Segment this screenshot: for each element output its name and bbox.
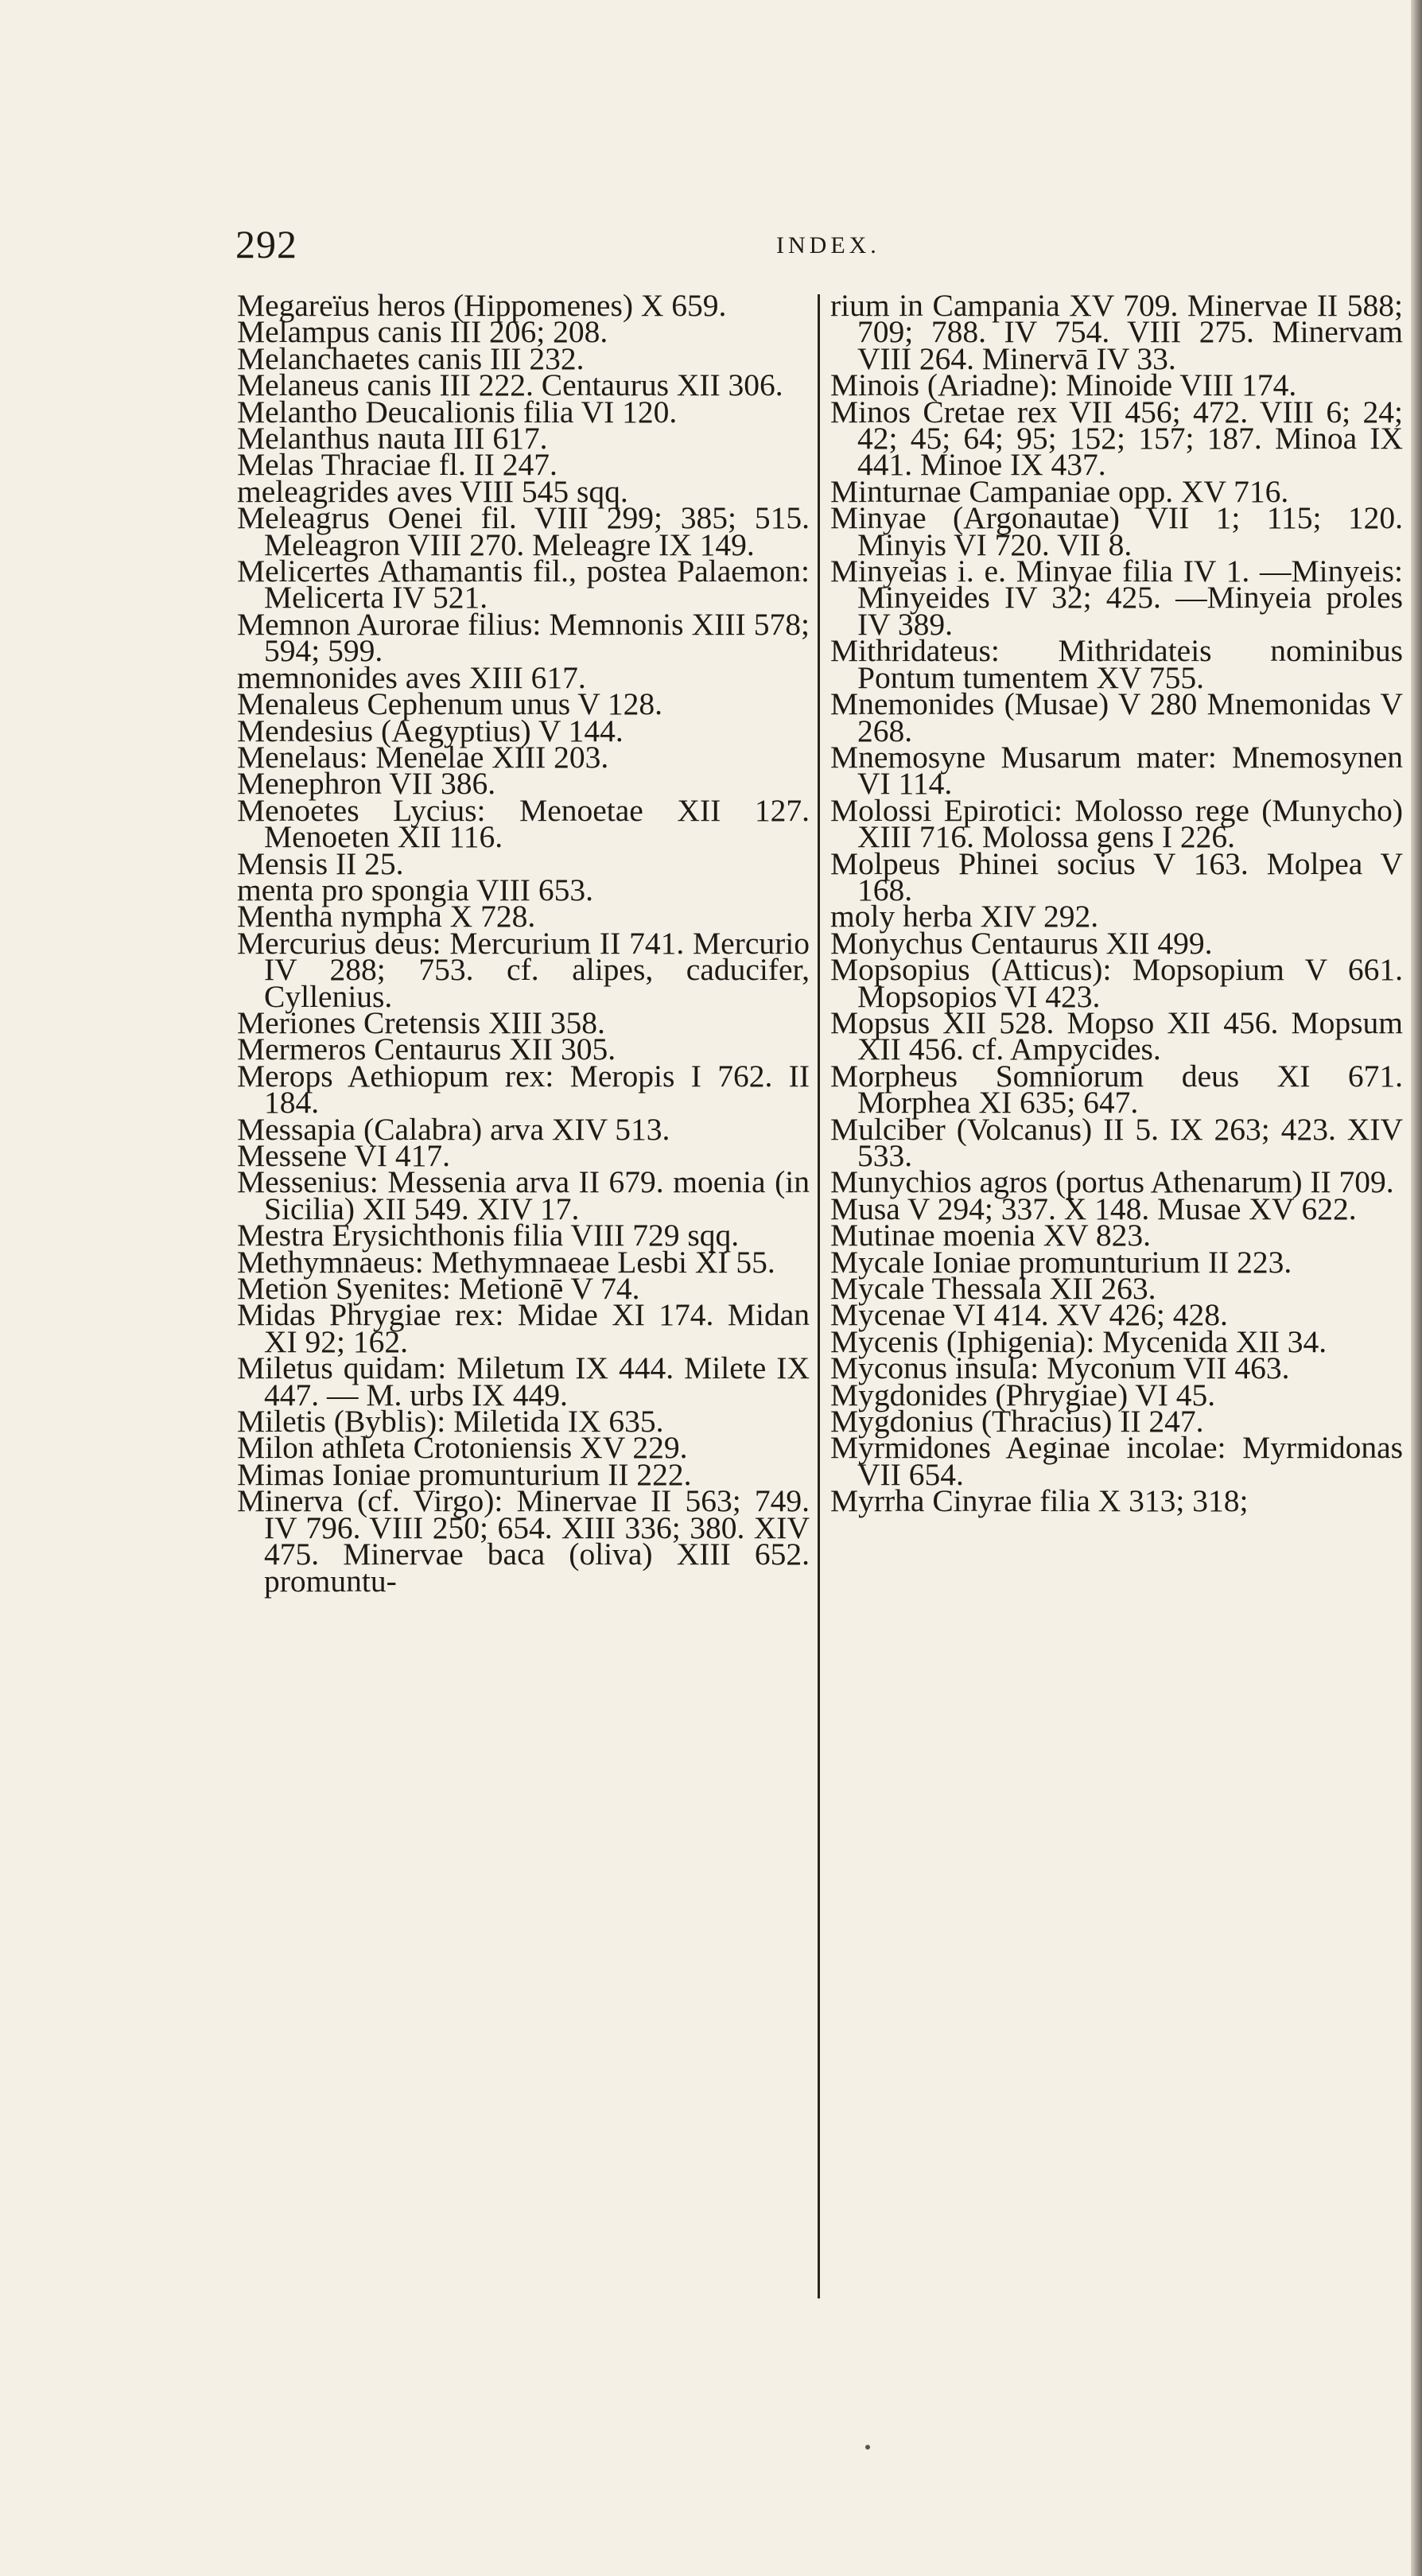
index-entry: Messapia (Calabra) arva XIV 513. (237, 1111, 670, 1147)
index-entry: Mimas Ioniae promunturium II 222. (237, 1456, 692, 1492)
index-entry: Mercurius deus: Mercurium II 741. Mercurio IV 288; 753. cf. alipes, caducifer, Cyllenius. (237, 925, 810, 1014)
index-entry: Mopsopius (Atticus): Mopsopium V 661. Mopsopios VI 423. (830, 952, 1403, 1014)
index-entry: rium in Campania XV 709. Minervae II 588; 709; 788. IV 754. VIII 275. Minervam VIII 264. Minervā IV 33. (830, 288, 1403, 376)
index-entry: Melicertes Athamantis fil., postea Palaemon: Melicerta IV 521. (237, 554, 810, 616)
index-entry: meleagrides aves VIII 545 sqq. (237, 473, 628, 509)
index-entry: Milon athleta Crotoniensis XV 229. (237, 1430, 688, 1466)
index-entry: Methymnaeus: Methymnaeae Lesbi XI 55. (237, 1244, 775, 1280)
index-entry: Melantho Deucalionis filia VI 120. (237, 394, 678, 429)
index-entry: Mygdonius (Thracius) II 247. (830, 1404, 1204, 1440)
index-entry: Melanthus nauta III 617. (237, 421, 548, 457)
index-entry: Mermeros Centaurus XII 305. (237, 1032, 616, 1067)
index-entry: Myrmidones Aeginae incolae: Myrmidonas VII 654. (830, 1430, 1403, 1492)
index-entry: Mestra Erysichthonis filia VIII 729 sqq. (237, 1218, 740, 1253)
index-entry: Monychus Centaurus XII 499. (830, 925, 1213, 961)
index-entry: Molpeus Phinei socius V 163. Molpea V 168. (830, 845, 1403, 907)
index-entry: Mycale Ioniae promunturium II 223. (830, 1244, 1292, 1280)
index-entry: Mulciber (Volcanus) II 5. IX 263; 423. XIV 533. (830, 1111, 1403, 1173)
index-entry: Minos Cretae rex VII 456; 472. VIII 6; 24; 42; 45; 64; 95; 152; 157; 187. Minoa IX 441. Minoe IX 437. (830, 394, 1403, 483)
index-entry: Merops Aethiopum rex: Meropis I 762. II 184. (237, 1058, 810, 1121)
index-entry: Meriones Cretensis XIII 358. (237, 1004, 605, 1040)
index-entry: Minois (Ariadne): Minoide VIII 174. (830, 367, 1297, 403)
index-entry: Miletis (Byblis): Miletida IX 635. (237, 1404, 664, 1440)
index-entry: Megareïus heros (Hippomenes) X 659. (237, 288, 727, 323)
page-number: 292 (235, 222, 297, 266)
index-entry: Musa V 294; 337. X 148. Musae XV 622. (830, 1191, 1357, 1226)
index-entry: Miletus quidam: Miletum IX 444. Milete IX 447. — M. urbs IX 449. (237, 1350, 810, 1412)
index-entry: Mycenae VI 414. XV 426; 428. (830, 1297, 1228, 1333)
index-entry: Myconus insula: Myconum VII 463. (830, 1350, 1290, 1386)
index-entry: Molossi Epirotici: Molosso rege (Munycho) XIII 716. Molossa gens I 226. (830, 792, 1403, 855)
index-entry: Messenius: Messenia arva II 679. moenia (in Sicilia) XII 549. XIV 17. (237, 1164, 810, 1226)
index-entry: Minerva (cf. Virgo): Minervae II 563; 749. IV 796. VIII 250; 654. XIII 336; 380. XIV 475. Minervae baca (oliva) XIII 652. promuntu- (237, 1483, 810, 1599)
index-entry: Melas Thraciae fl. II 247. (237, 447, 558, 483)
index-entry: Memnon Aurorae filius: Memnonis XIII 578; 594; 599. (237, 606, 810, 669)
running-head: INDEX. (776, 232, 880, 258)
index-entry: Minyeias i. e. Minyae filia IV 1. —Minyeis: Minyeides IV 32; 425. —Minyeia proles IV 389. (830, 554, 1403, 642)
index-entry: Midas Phrygiae rex: Midae XI 174. Midan XI 92; 162. (237, 1297, 810, 1359)
index-entry: Morpheus Somniorum deus XI 671. Morphea XI 635; 647. (830, 1058, 1403, 1121)
index-entry: Minyae (Argonautae) VII 1; 115; 120. Minyis VI 720. VII 8. (830, 500, 1403, 562)
index-entry: Mentha nympha X 728. (237, 899, 536, 934)
index-entry: Mithridateus: Mithridateis nominibus Pontum tumentem XV 755. (830, 633, 1403, 695)
index-entry: Myrrha Cinyrae filia X 313; 318; (830, 1483, 1249, 1519)
ink-speck (865, 2445, 870, 2450)
index-entry: Mnemosyne Musarum mater: Mnemosynen VI 114. (830, 739, 1403, 802)
index-entry: Melaneus canis III 222. Centaurus XII 306. (237, 367, 783, 403)
index-entry: Menelaus: Menelae XIII 203. (237, 739, 609, 775)
index-entry: Melanchaetes canis III 232. (237, 340, 585, 376)
index-entry: memnonides aves XIII 617. (237, 659, 586, 695)
index-entry: Menoetes Lycius: Menoetae XII 127. Menoeten XII 116. (237, 792, 810, 855)
index-entry: Mnemonides (Musae) V 280 Mnemonidas V 268. (830, 686, 1403, 748)
index-entry: Mygdonides (Phrygiae) VI 45. (830, 1377, 1216, 1412)
index-entry: menta pro spongia VIII 653. (237, 872, 593, 907)
index-entry: Meleagrus Oenei fil. VIII 299; 385; 515. Meleagron VIII 270. Meleagre IX 149. (237, 500, 810, 562)
page-header (235, 221, 1365, 269)
index-entry: Munychios agros (portus Athenarum) II 709. (830, 1164, 1394, 1200)
index-entry: Menaleus Cephenum unus V 128. (237, 686, 663, 722)
index-entry: Mensis II 25. (237, 845, 404, 881)
index-entry: Mendesius (Aegyptius) V 144. (237, 713, 624, 748)
index-entry: Messene VI 417. (237, 1138, 451, 1173)
index-entry: Mopsus XII 528. Mopso XII 456. Mopsum XII 456. cf. Ampycides. (830, 1004, 1403, 1067)
index-entry: Metion Syenites: Metionē V 74. (237, 1271, 640, 1307)
index-entry: Mutinae moenia XV 823. (830, 1218, 1151, 1253)
index-entry: Melampus canis III 206; 208. (237, 314, 608, 350)
index-entry: Menephron VII 386. (237, 766, 496, 802)
page-edge-shadow (1411, 0, 1422, 2576)
column-divider (818, 294, 820, 2298)
index-entry: Mycale Thessala XII 263. (830, 1271, 1156, 1307)
index-entry: Minturnae Campaniae opp. XV 716. (830, 473, 1289, 509)
index-entry: Mycenis (Iphigenia): Mycenida XII 34. (830, 1323, 1327, 1359)
index-column-left (237, 288, 810, 1599)
index-entry: moly herba XIV 292. (830, 899, 1099, 934)
index-column-right (830, 288, 1403, 1519)
